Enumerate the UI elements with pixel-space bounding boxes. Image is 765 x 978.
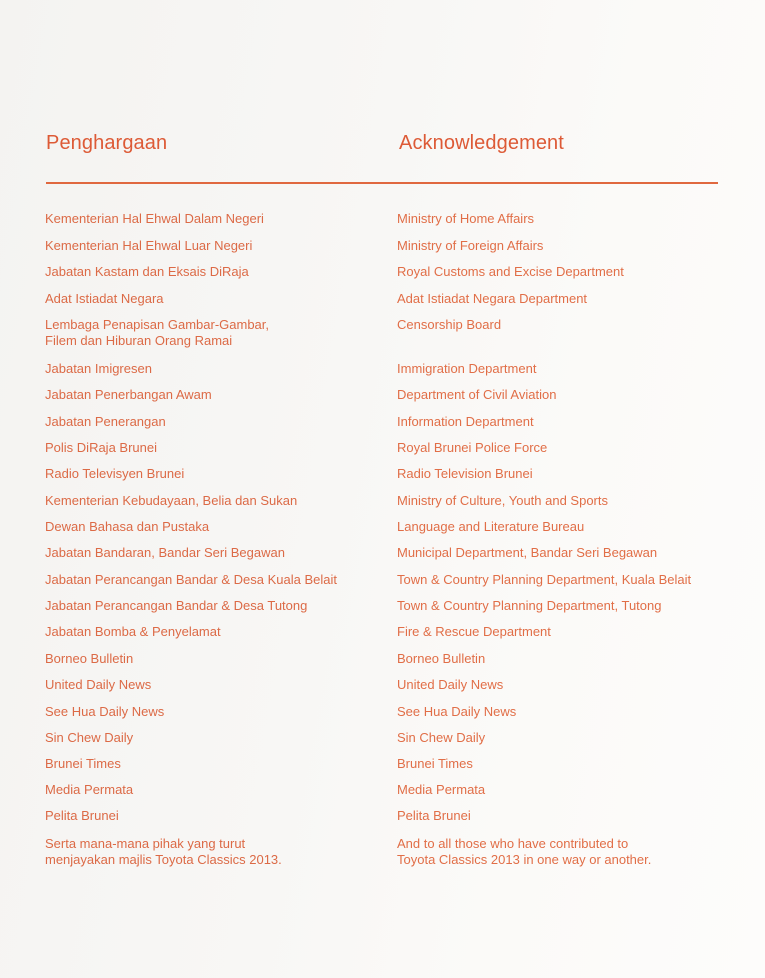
english-list-item-line: Town & Country Planning Department, Tutong	[397, 598, 662, 613]
english-list-item-line: And to all those who have contributed to	[397, 836, 629, 851]
malay-list-item-line: Jabatan Imigresen	[45, 361, 152, 376]
english-list-item-line: Department of Civil Aviation	[397, 387, 557, 402]
malay-list-item	[45, 756, 375, 772]
english-list-item-line: Fire & Rescue Department	[397, 624, 551, 639]
malay-list-item-line: Media Permata	[45, 782, 134, 797]
english-list-item-line: Sin Chew Daily	[397, 730, 486, 745]
malay-list-item-line: Sin Chew Daily	[45, 730, 134, 745]
malay-list-item	[45, 545, 375, 561]
malay-list-item-line: Radio Televisyen Brunei	[45, 466, 185, 481]
malay-list-item	[45, 317, 375, 349]
english-list-item	[397, 677, 737, 693]
malay-list-item-line: Brunei Times	[45, 756, 121, 771]
malay-list-item-line: Kementerian Hal Ehwal Dalam Negeri	[45, 211, 264, 226]
heading-acknowledgement: Acknowledgement	[399, 132, 564, 154]
malay-list-item	[45, 466, 375, 482]
english-list-item-line: Ministry of Foreign Affairs	[397, 238, 544, 253]
english-list-item	[397, 756, 737, 772]
english-list-item-line: Radio Television Brunei	[397, 466, 533, 481]
english-list-item-line: Pelita Brunei	[397, 808, 471, 823]
english-list-item-line: See Hua Daily News	[397, 704, 517, 719]
english-list-item-line: Information Department	[397, 414, 534, 429]
heading-penghargaan: Penghargaan	[46, 132, 168, 154]
english-list-item	[397, 387, 737, 403]
english-list-item-line: Royal Customs and Excise Department	[397, 264, 624, 279]
malay-list-item-line: Jabatan Bandaran, Bandar Seri Begawan	[45, 545, 285, 560]
english-list-item	[397, 414, 737, 430]
english-list-item	[397, 598, 737, 614]
malay-list-item	[45, 836, 375, 868]
malay-list-item	[45, 493, 375, 509]
english-list-item	[397, 519, 737, 535]
malay-list-item-line: Jabatan Penerangan	[45, 414, 166, 429]
malay-list-item-line: Kementerian Kebudayaan, Belia dan Sukan	[45, 493, 298, 508]
english-list-item	[397, 836, 737, 868]
malay-list-item	[45, 211, 375, 227]
malay-list-item-line: See Hua Daily News	[45, 704, 165, 719]
malay-list-item	[45, 704, 375, 720]
english-list-item-line: Immigration Department	[397, 361, 537, 376]
malay-list-item-line: Dewan Bahasa dan Pustaka	[45, 519, 210, 534]
english-list-item	[397, 704, 737, 720]
english-list-item	[397, 264, 737, 280]
english-list-item	[397, 730, 737, 746]
malay-list-item-line: Polis DiRaja Brunei	[45, 440, 157, 455]
english-list-item-line: Town & Country Planning Department, Kuala Belait	[397, 572, 692, 587]
english-list-item-line: Brunei Times	[397, 756, 473, 771]
malay-list-item-line: Jabatan Kastam dan Eksais DiRaja	[45, 264, 249, 279]
malay-list-item	[45, 572, 375, 588]
english-list-item	[397, 317, 737, 333]
malay-list-item-line: Adat Istiadat Negara	[45, 291, 164, 306]
header-divider	[46, 182, 718, 184]
malay-list-item-line: Kementerian Hal Ehwal Luar Negeri	[45, 238, 253, 253]
malay-list-item	[45, 238, 375, 254]
english-list-item-line: Toyota Classics 2013 in one way or another.	[397, 852, 652, 867]
english-list-item	[397, 493, 737, 509]
malay-list-item-line: Jabatan Penerbangan Awam	[45, 387, 212, 402]
english-list-item	[397, 440, 737, 456]
malay-list-item	[45, 387, 375, 403]
english-list-item-line: Censorship Board	[397, 317, 502, 332]
english-list-item	[397, 545, 737, 561]
english-list-item	[397, 572, 737, 588]
malay-list-item-line: Jabatan Perancangan Bandar & Desa Kuala Belait	[45, 572, 337, 587]
malay-list-item-line: Serta mana-mana pihak yang turut	[45, 836, 246, 851]
malay-list-item	[45, 264, 375, 280]
malay-list-item	[45, 598, 375, 614]
english-list-item-line: Media Permata	[397, 782, 486, 797]
english-list-item-line: Borneo Bulletin	[397, 651, 486, 666]
malay-list-item-line: Borneo Bulletin	[45, 651, 134, 666]
english-list-item	[397, 211, 737, 227]
malay-list-item	[45, 808, 375, 824]
malay-list-item-line: Lembaga Penapisan Gambar-Gambar,	[45, 317, 270, 332]
english-list-item	[397, 624, 737, 640]
malay-list-item	[45, 291, 375, 307]
english-list-item-line: Adat Istiadat Negara Department	[397, 291, 588, 306]
english-list-item-line: Municipal Department, Bandar Seri Begawan	[397, 545, 658, 560]
english-list-item-line: United Daily News	[397, 677, 504, 692]
malay-list-item	[45, 677, 375, 693]
english-list-item-line: Ministry of Culture, Youth and Sports	[397, 493, 609, 508]
malay-list-item-line: Pelita Brunei	[45, 808, 119, 823]
english-list-item-line: Ministry of Home Affairs	[397, 211, 535, 226]
malay-list-item	[45, 782, 375, 798]
english-list-item	[397, 651, 737, 667]
english-list-item	[397, 291, 737, 307]
malay-list-item-line: Jabatan Bomba & Penyelamat	[45, 624, 221, 639]
malay-list-item-line: menjayakan majlis Toyota Classics 2013.	[45, 852, 282, 867]
english-list-item	[397, 808, 737, 824]
malay-list-item	[45, 361, 375, 377]
malay-list-item	[45, 624, 375, 640]
english-list-item-line: Language and Literature Bureau	[397, 519, 585, 534]
english-list-item	[397, 238, 737, 254]
malay-list-item	[45, 651, 375, 667]
malay-list-item	[45, 414, 375, 430]
malay-list-item	[45, 519, 375, 535]
english-list-item-line: Royal Brunei Police Force	[397, 440, 548, 455]
english-list-item	[397, 782, 737, 798]
malay-list-item-line: Jabatan Perancangan Bandar & Desa Tutong	[45, 598, 308, 613]
malay-list-item	[45, 730, 375, 746]
malay-list-item-line: United Daily News	[45, 677, 152, 692]
malay-list-item	[45, 440, 375, 456]
english-list-item	[397, 361, 737, 377]
malay-list-item-line: Filem dan Hiburan Orang Ramai	[45, 333, 233, 348]
english-list-item	[397, 466, 737, 482]
